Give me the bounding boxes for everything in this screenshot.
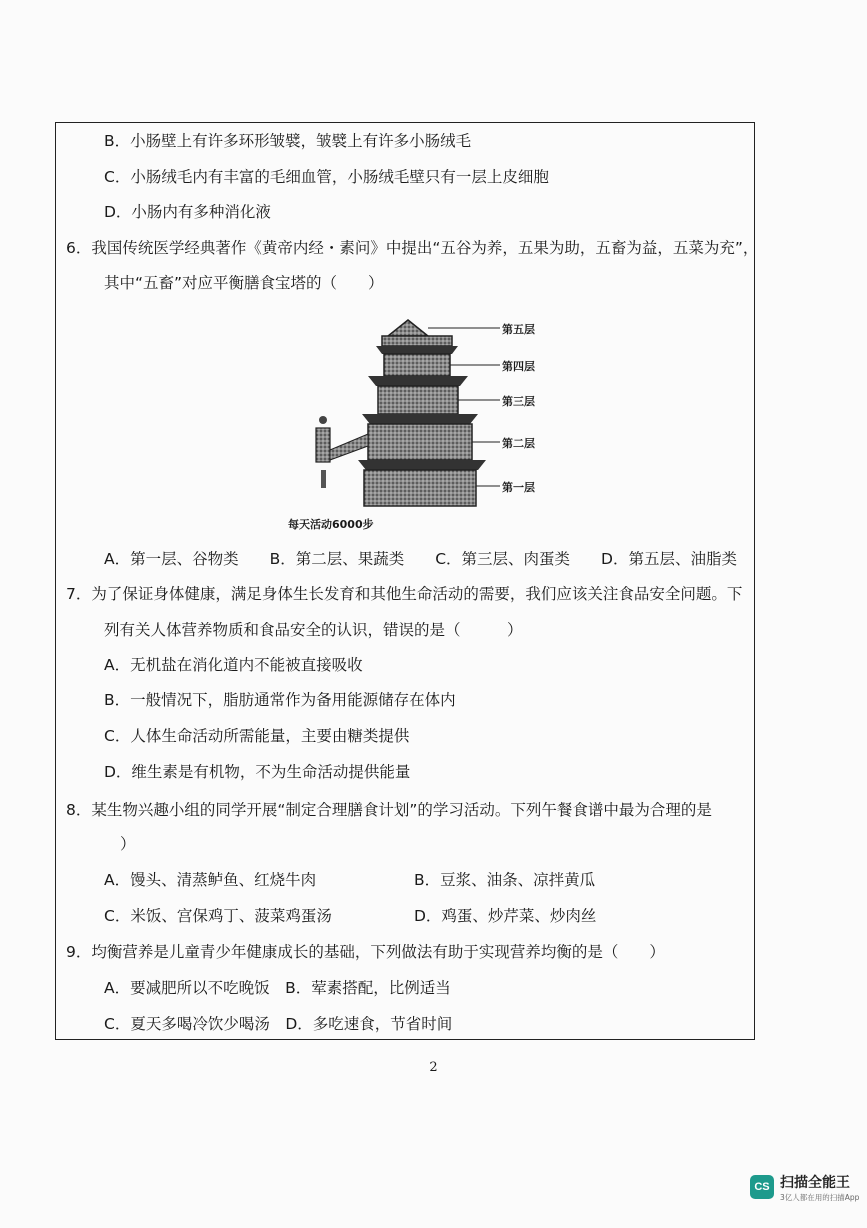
q8-stem-line1: 8．某生物兴趣小组的同学开展“制定合理膳食计划”的学习活动。下列午餐食谱中最为合理的是	[66, 801, 712, 819]
q6-stem-line2: 其中“五畜”对应平衡膳食宝塔的（ ）	[104, 274, 384, 292]
q7-option-c: C．人体生命活动所需能量，主要由糖类提供	[104, 727, 410, 745]
figure-caption: 每天活动6000步	[288, 518, 374, 531]
q9-options-ab: A．要减肥所以不吃晚饭 B．荤素搭配，比例适当	[104, 979, 451, 997]
layer-4-label: 第四层	[502, 360, 535, 373]
q7-option-d: D．维生素是有机物，不为生命活动提供能量	[104, 763, 411, 781]
q8-option-d: D．鸡蛋、炒芹菜、炒肉丝	[414, 907, 597, 925]
q8-stem-line2: ）	[120, 835, 136, 853]
watermark-brand: 扫描全能王	[780, 1175, 850, 1191]
q8-option-a: A．馒头、清蒸鲈鱼、红烧牛肉	[104, 871, 317, 889]
layer-2-label: 第二层	[502, 437, 535, 450]
q5-option-d: D．小肠内有多种消化液	[104, 203, 271, 221]
layer-5-label: 第五层	[502, 323, 535, 336]
balanced-diet-pagoda-figure	[288, 310, 560, 540]
watermark-tagline: 3亿人都在用的扫描App	[780, 1193, 860, 1202]
layer-3-label: 第三层	[502, 395, 535, 408]
q7-option-b: B．一般情况下，脂肪通常作为备用能源储存在体内	[104, 691, 456, 709]
q5-option-b: B．小肠壁上有许多环形皱襞，皱襞上有许多小肠绒毛	[104, 132, 472, 150]
scanner-watermark	[750, 1175, 859, 1203]
page-border	[55, 122, 755, 1040]
q8-option-b: B．豆浆、油条、凉拌黄瓜	[414, 871, 596, 889]
q7-stem-line1: 7．为了保证身体健康，满足身体生长发育和其他生命活动的需要，我们应该关注食品安全问题。下	[66, 585, 743, 603]
q6-options: A．第一层、谷物类 B．第二层、果蔬类 C．第三层、肉蛋类 D．第五层、油脂类	[104, 550, 737, 568]
pagoda-illustration	[300, 310, 560, 540]
page-number: 2	[429, 1060, 438, 1075]
q7-option-a: A．无机盐在消化道内不能被直接吸收	[104, 656, 363, 674]
q8-option-c: C．米饭、宫保鸡丁、菠菜鸡蛋汤	[104, 907, 332, 925]
q9-stem: 9．均衡营养是儿童青少年健康成长的基础，下列做法有助于实现营养均衡的是（ ）	[66, 943, 665, 961]
camscanner-logo-icon: CS	[750, 1175, 774, 1199]
q6-stem-line1: 6．我国传统医学经典著作《黄帝内经・素问》中提出“五谷为养，五果为助，五畜为益，五菜为充”，	[66, 239, 759, 257]
layer-1-label: 第一层	[502, 481, 535, 494]
q5-option-c: C．小肠绒毛内有丰富的毛细血管，小肠绒毛壁只有一层上皮细胞	[104, 168, 549, 186]
q9-options-cd: C．夏天多喝冷饮少喝汤 D．多吃速食，节省时间	[104, 1015, 453, 1033]
q7-stem-line2: 列有关人体营养物质和食品安全的认识，错误的是（ ）	[104, 621, 523, 639]
